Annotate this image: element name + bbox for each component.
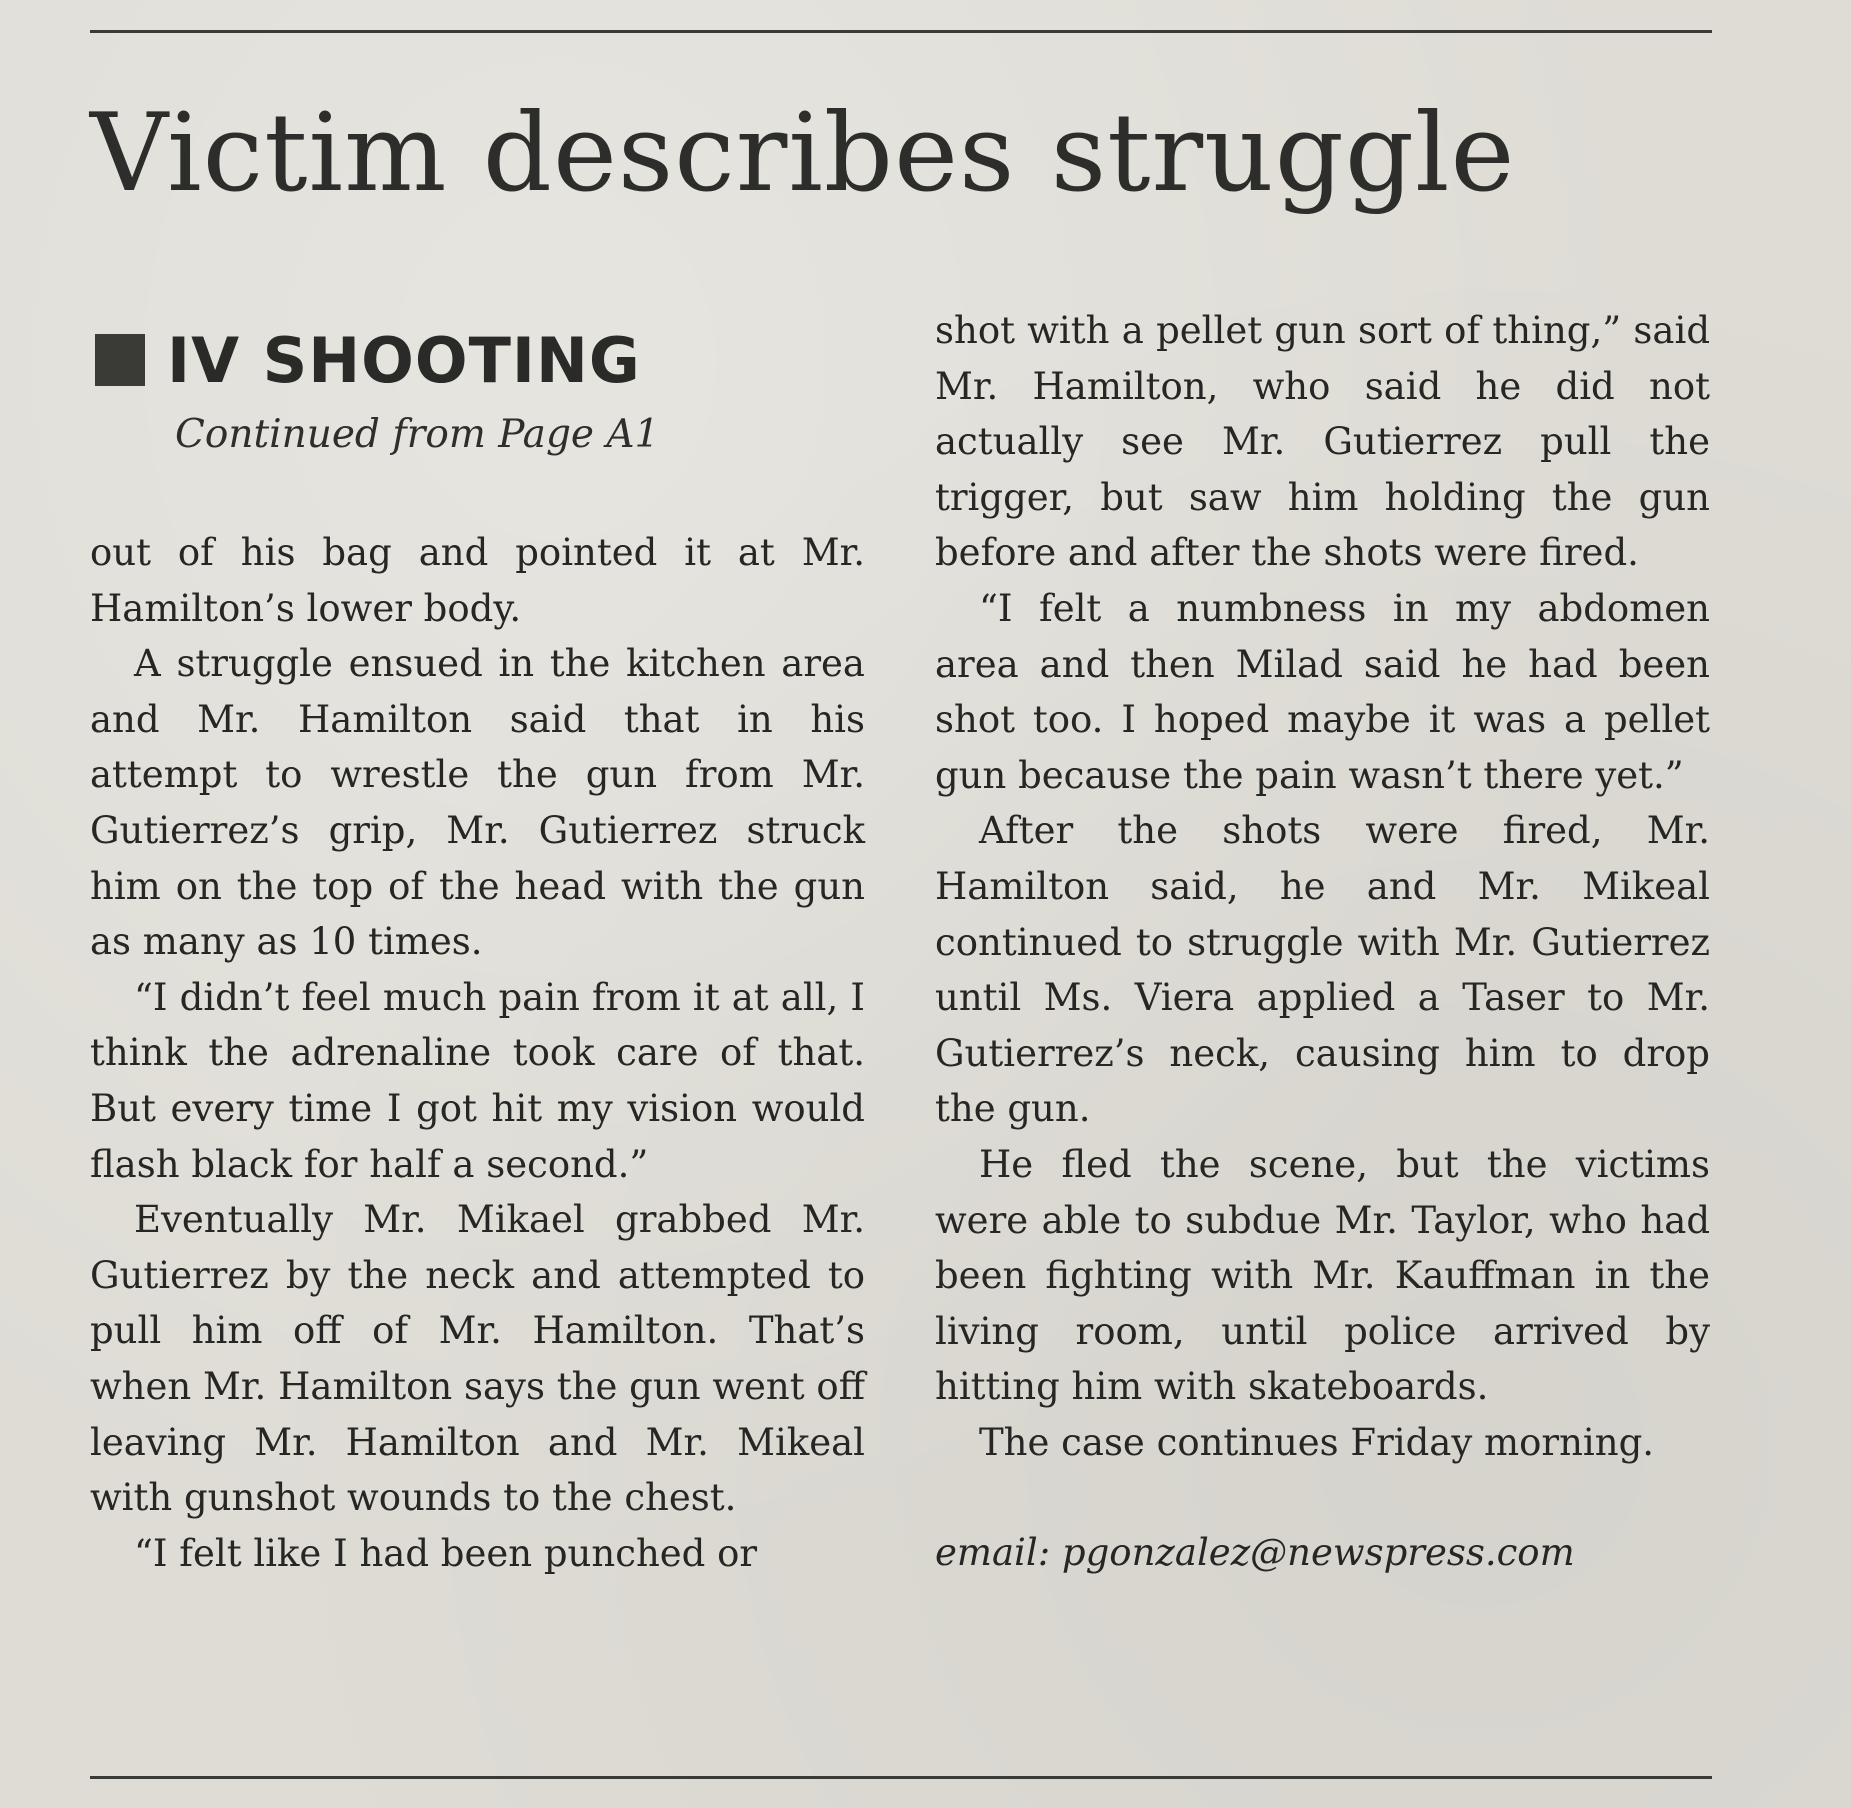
author-email: email: pgonzalez@newspress.com [935,1531,1575,1575]
bottom-rule [90,1776,1712,1779]
paragraph: “I felt a numbness in my abdomen area and then Milad said he had been shot too. I hoped maybe it was a pellet gun because the pain wasn’t there yet.” [935,586,1710,797]
paragraph: A struggle ensued in the kitchen area and Mr. Hamilton said that in his attempt to wrestle the gun from Mr. Gutierrez’s grip, Mr. Gutierrez struck him on the top of the head with the gun as many as 10 times. [90,642,865,964]
left-column [90,525,865,1581]
top-rule [90,30,1712,33]
kicker-label: IV SHOOTING [167,323,641,397]
paragraph: The case continues Friday morning. [979,1420,1655,1464]
paragraph: shot with a pellet gun sort of thing,” said Mr. Hamilton, who said he did not actually see Mr. Gutierrez pull the trigger, but saw him holding the gun before and after the shots were fired. [935,309,1710,575]
right-column [935,303,1710,1581]
kicker-square-icon [95,334,145,386]
paragraph: out of his bag and pointed it at Mr. Hamilton’s lower body. [90,531,865,630]
paragraph: He fled the scene, but the victims were able to subdue Mr. Taylor, who had been fighting with Mr. Kauffman in the living room, until police arrived by hitting him with skateboards. [935,1142,1710,1409]
paragraph: Eventually Mr. Mikael grabbed Mr. Gutierrez by the neck and attempted to pull him off of Mr. Hamilton. That’s when Mr. Hamilton says the gun went off leaving Mr. Hamilton and Mr. Mikeal with gunshot wounds to the chest. [90,1198,865,1520]
headline: Victim describes struggle [90,91,1516,216]
paragraph: “I felt like I had been punched or [134,1531,758,1575]
continued-from-line: Continued from Page A1 [175,412,660,457]
section-kicker [95,325,641,395]
paragraph: “I didn’t feel much pain from it at all, I think the adrenaline took care of that. But every time I got hit my vision would flash black for half a second.” [90,975,865,1186]
paragraph: After the shots were fired, Mr. Hamilton said, he and Mr. Mikeal continued to struggle with Mr. Gutierrez until Ms. Viera applied a Taser to Mr. Gutierrez’s neck, causing him to drop the gun. [935,809,1710,1131]
